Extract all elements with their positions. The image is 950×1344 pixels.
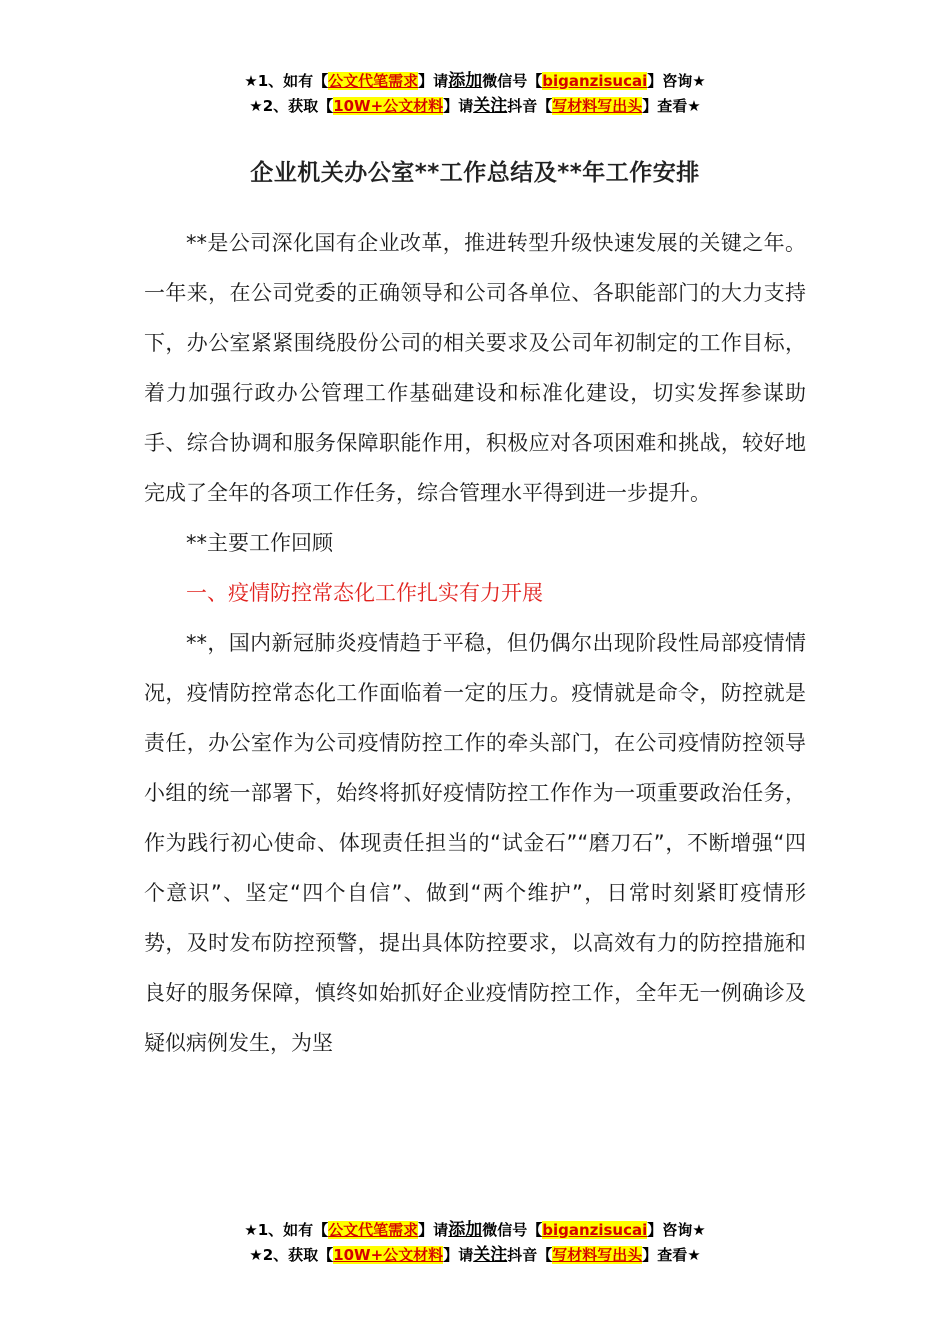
footer-banner xyxy=(0,1218,950,1268)
banner-highlight: biganzisucai xyxy=(542,1221,648,1239)
banner-text: 】请 xyxy=(418,1221,449,1239)
paragraph-intro: **是公司深化国有企业改革，推进转型升级快速发展的关键之年。一年来，在公司党委的正确领导和公司各单位、各职能部门的大力支持下，办公室紧紧围绕股份公司的相关要求及公司年初制定的工作目标，着力加强行政办公管理工作基础建设和标准化建设，切实发挥参谋助手、综合协调和服务保障职能作用，积极应对各项困难和挑战，较好地完成了全年的各项工作任务，综合管理水平得到进一步提升。 xyxy=(144,231,806,505)
banner-highlight: 写材料写出头 xyxy=(552,1246,643,1264)
banner-text: 抖音【 xyxy=(507,97,553,115)
banner-text: 】请 xyxy=(418,72,449,90)
banner-text: ★1、如有【 xyxy=(244,72,329,90)
banner-text: 微信号【 xyxy=(482,72,543,90)
section-heading-1: 一、疫情防控常态化工作扎实有力开展 xyxy=(186,581,543,605)
banner-emphasis: 添加 xyxy=(448,71,483,91)
banner-highlight: 写材料写出头 xyxy=(552,97,643,115)
banner-text: ★2、获取【 xyxy=(249,1246,334,1264)
banner-highlight: 10W+公文材料 xyxy=(333,1246,444,1264)
banner-emphasis: 添加 xyxy=(448,1220,483,1240)
banner-text: ★2、获取【 xyxy=(249,97,334,115)
banner-text: 微信号【 xyxy=(482,1221,543,1239)
banner-highlight: 公文代笔需求 xyxy=(328,1221,419,1239)
banner-highlight: biganzisucai xyxy=(542,72,648,90)
banner-highlight: 10W+公文材料 xyxy=(333,97,444,115)
banner-text: 】请 xyxy=(443,97,474,115)
paragraph-epidemic: **，国内新冠肺炎疫情趋于平稳，但仍偶尔出现阶段性局部疫情情况，疫情防控常态化工作面临着一定的压力。疫情就是命令，防控就是责任，办公室作为公司疫情防控工作的牵头部门，在公司疫情防控领导小组的统一部署下，始终将抓好疫情防控工作作为一项重要政治任务，作为践行初心使命、体现责任担当的“试金石”“磨刀石”，不断增强“四个意识”、坚定“四个自信”、做到“两个维护”，日常时刻紧盯疫情形势，及时发布防控预警，提出具体防控要求，以高效有力的防控措施和良好的服务保障，慎终如始抓好企业疫情防控工作，全年无一例确诊及疑似病例发生，为坚 xyxy=(144,631,806,1055)
banner-line-1 xyxy=(0,1218,950,1243)
banner-highlight: 公文代笔需求 xyxy=(328,72,419,90)
banner-line-2 xyxy=(0,1243,950,1268)
banner-text: 抖音【 xyxy=(507,1246,553,1264)
header-banner xyxy=(0,69,950,119)
banner-text: 】请 xyxy=(443,1246,474,1264)
banner-emphasis: 关注 xyxy=(473,1245,508,1265)
banner-emphasis: 关注 xyxy=(473,96,508,116)
paragraph-review: **主要工作回顾 xyxy=(186,531,333,555)
banner-text: 】咨询★ xyxy=(647,1221,706,1239)
banner-line-2 xyxy=(0,94,950,119)
banner-line-1 xyxy=(0,69,950,94)
document-body xyxy=(144,218,806,1068)
banner-text: 】查看★ xyxy=(642,97,701,115)
banner-text: 】咨询★ xyxy=(647,72,706,90)
banner-text: ★1、如有【 xyxy=(244,1221,329,1239)
banner-text: 】查看★ xyxy=(642,1246,701,1264)
document-title: 企业机关办公室**工作总结及**年工作安排 xyxy=(250,160,700,186)
